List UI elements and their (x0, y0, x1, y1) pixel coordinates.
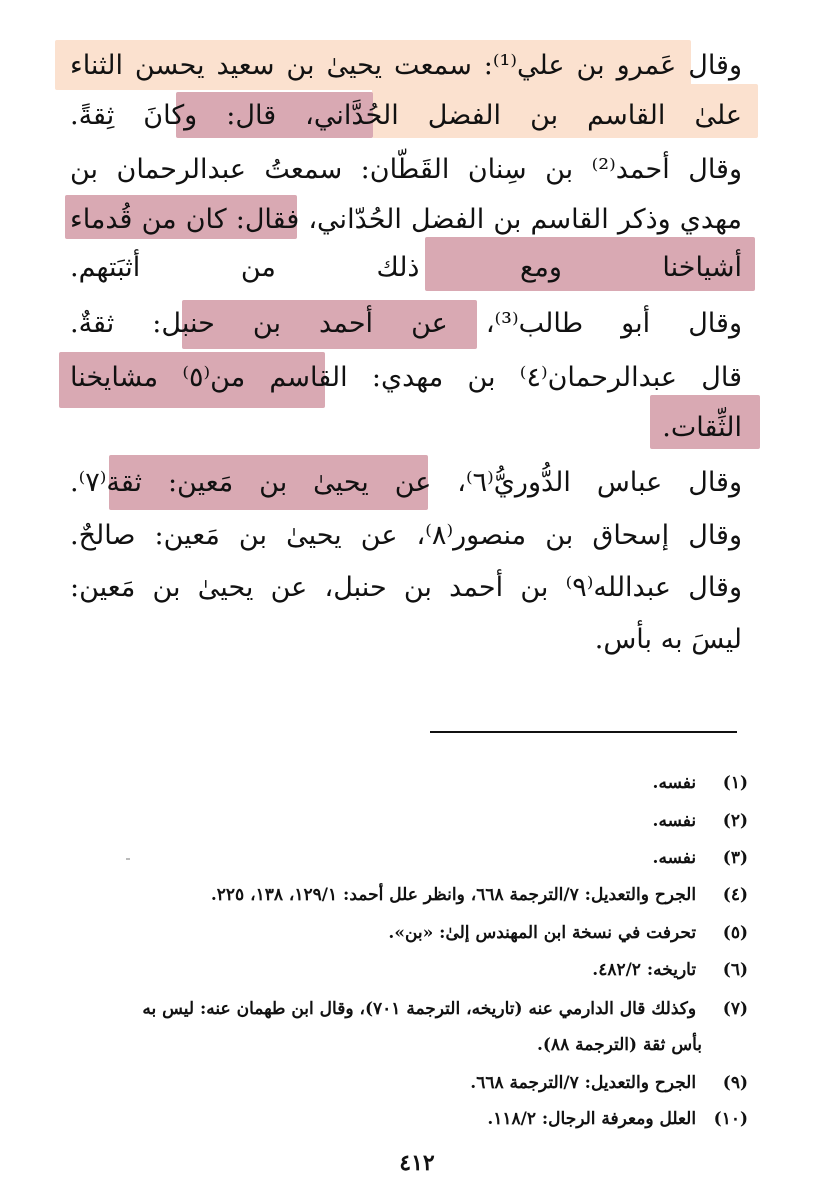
footnote (66, 843, 748, 873)
footnote (66, 768, 748, 798)
body-line: علىٰ القاسم بن الفضل الحُدَّاني، قال: وكانَ ثِقةً. (70, 100, 742, 131)
footnote-number: (٩) (722, 1073, 748, 1093)
body-line: ليسَ به بأس. (594, 624, 742, 655)
body-line: وقال أبو طالب⁽³⁾، عن أحمد بن حنبل: ثقةٌ. (70, 308, 742, 339)
footnote (66, 918, 748, 948)
footnote-continuation: بأس ثقة (الترجمة ٨٨). (536, 1035, 702, 1055)
body-line: أشياخنا ومع ذلك من أثبَتهم. (70, 252, 742, 283)
footnote-text: تاريخه: ٤٨٢/٢. (592, 960, 697, 980)
footnote-number: (٢) (722, 811, 748, 831)
footnote-number: (١٠) (713, 1109, 748, 1129)
body-line: قال عبدالرحمان⁽٤⁾ بن مهدي: القاسم من⁽٥⁾ مشايخنا (70, 362, 743, 393)
footnote (66, 806, 748, 836)
footnote-number: (٥) (722, 923, 748, 943)
footnote-number: (٤) (722, 885, 748, 905)
footnote-number: (٦) (722, 960, 748, 980)
body-line: وقال أحمد⁽²⁾ بن سِنان القَطّان: سمعتُ عبدالرحمان بن (70, 154, 742, 185)
body-line: وقال عبدالله⁽٩⁾ بن أحمد بن حنبل، عن يحيىٰ بن مَعين: (70, 572, 742, 603)
footnote-number: (٣) (722, 848, 748, 868)
footnote-text: وكذلك قال الدارمي عنه (تاريخه، الترجمة ٧٠١)، وقال ابن طهمان عنه: ليس به (142, 999, 697, 1019)
footnote-text: نفسه. (652, 811, 697, 831)
body-line: مهدي وذكر القاسم بن الفضل الحُدّاني، فقال: كان من قُدماء (70, 204, 742, 235)
footnote (66, 1068, 748, 1098)
body-line: وقال إسحاق بن منصور⁽٨⁾، عن يحيىٰ بن مَعين: صالحٌ. (70, 520, 743, 551)
footnote-text: نفسه. (652, 773, 697, 793)
footnote (66, 1104, 748, 1134)
body-line: الثِّقات. (662, 412, 742, 443)
footnote-number: (٧) (722, 999, 748, 1019)
footnote-separator (430, 731, 737, 733)
footnote (66, 880, 748, 910)
footnote-text: نفسه. (652, 848, 697, 868)
footnote (66, 994, 748, 1024)
footnote-text: الجرح والتعديل: ٧/الترجمة ٦٦٨. (470, 1073, 697, 1093)
footnote-text: تحرفت في نسخة ابن المهندس إلىٰ: «بن». (388, 923, 697, 943)
footnote (66, 955, 748, 985)
body-line: وقال عَمرو بن علي⁽¹⁾: سمعت يحيىٰ بن سعيد يحسن الثناء (70, 50, 742, 81)
footnote-number: (١) (722, 773, 748, 793)
footnote-text: العلل ومعرفة الرجال: ١١٨/٢. (487, 1109, 697, 1129)
body-line: وقال عباس الدُّوريُّ⁽٦⁾، عن يحيىٰ بن مَعين: ثقة⁽٧⁾. (70, 467, 742, 498)
footnote-text: الجرح والتعديل: ٧/الترجمة ٦٦٨، وانظر علل أحمد: ١٢٩/١، ١٣٨، ٢٢٥. (210, 885, 697, 905)
page-number: ٤١٢ (399, 1150, 435, 1176)
